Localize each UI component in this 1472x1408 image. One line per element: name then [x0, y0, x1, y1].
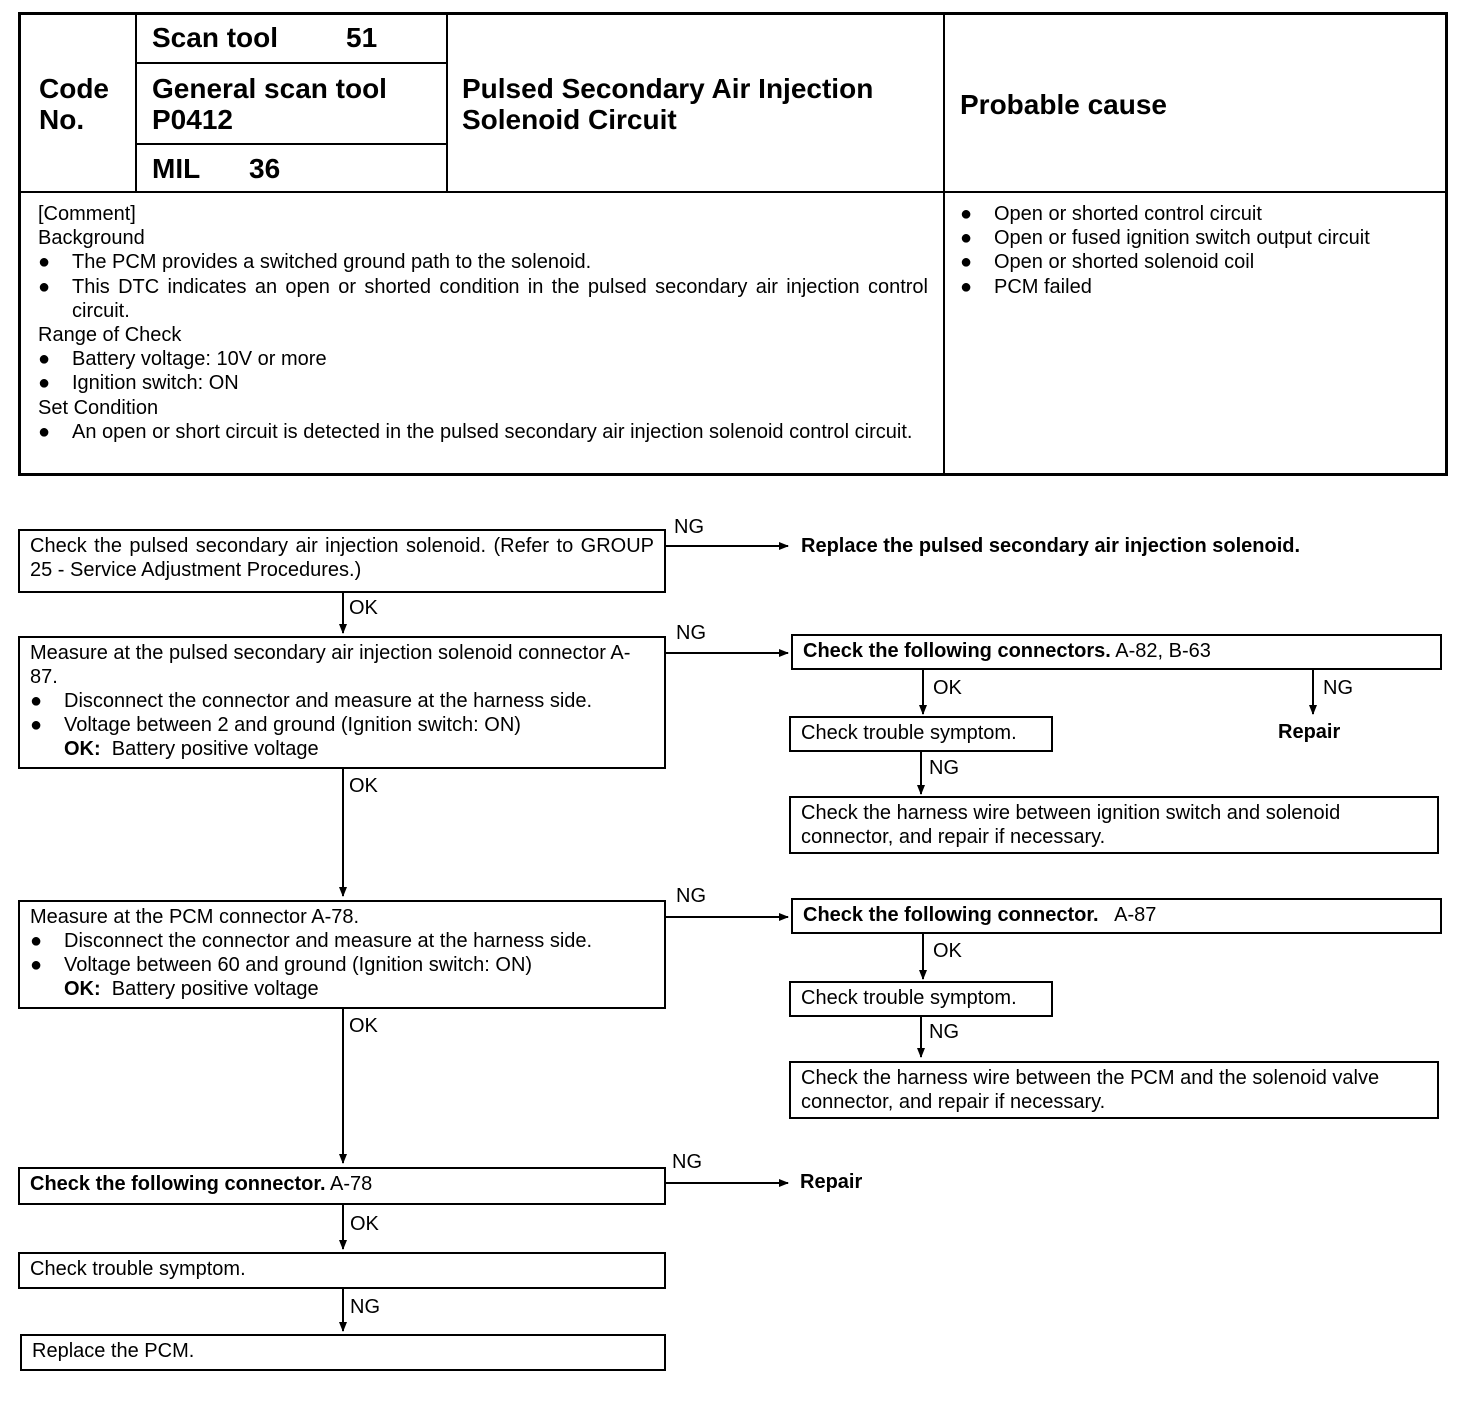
code-no-heading: Code No.	[39, 73, 109, 135]
step1-ng-result: Replace the pulsed secondary air injection solenoid.	[801, 535, 1301, 557]
step3-ng-label: NG	[676, 885, 706, 907]
branch1-symptom-ng-label: NG	[929, 757, 959, 779]
step2-box	[18, 636, 666, 769]
probable-cause-item: ● Open or fused ignition switch output circuit	[960, 227, 1370, 250]
set-heading: Set Condition	[38, 396, 159, 419]
mil-label: MIL	[152, 153, 201, 184]
step6-box: Replace the PCM.	[20, 1334, 666, 1371]
step4-ng-label: NG	[672, 1151, 702, 1173]
range-item: ● Battery voltage: 10V or more	[38, 348, 327, 371]
probable-cause-heading: Probable cause	[960, 89, 1167, 120]
branch1-ok-label: OK	[933, 677, 962, 699]
branch2-harness-box	[789, 1061, 1439, 1119]
step5-ng-label: NG	[350, 1296, 380, 1318]
background-heading: Background	[38, 227, 145, 250]
bullet-icon: ●	[38, 251, 51, 274]
dtc-title: Pulsed Secondary Air Injection Solenoid Circuit	[462, 73, 874, 135]
step1-box	[18, 529, 666, 593]
step4-box: Check the following connector. A-78	[18, 1167, 666, 1205]
bullet-icon: ●	[38, 275, 51, 298]
step4-ng-result: Repair	[800, 1171, 863, 1193]
background-item: ● The PCM provides a switched ground path to the solenoid.	[38, 251, 592, 274]
step3-box	[18, 900, 666, 1009]
probable-cause-item: ● Open or shorted solenoid coil	[960, 251, 1255, 274]
step3-ok-criteria: OK: Battery positive voltage	[64, 978, 319, 1000]
set-item: ● An open or short circuit is detected in the pulsed secondary air injection solenoid control circuit.	[38, 420, 913, 443]
step5-box: Check trouble symptom.	[18, 1252, 666, 1289]
branch1-symptom-box: Check trouble symptom.	[789, 716, 1053, 752]
step2-item: ● Disconnect the connector and measure at the harness side.	[30, 690, 593, 712]
step1-text: Check the pulsed secondary air injection solenoid. (Refer to GROUP 25 - Service Adjustment Procedures.)	[30, 535, 654, 581]
bullet-icon: ●	[38, 372, 51, 395]
bullet-icon: ●	[960, 275, 973, 298]
range-heading: Range of Check	[38, 324, 182, 347]
branch2-ok-label: OK	[933, 940, 962, 962]
range-item: ● Ignition switch: ON	[38, 372, 239, 395]
step1-ng-label: NG	[674, 516, 704, 538]
step2-ok-criteria: OK: Battery positive voltage	[64, 738, 319, 760]
branch2-symptom-ng-label: NG	[929, 1021, 959, 1043]
bullet-icon: ●	[960, 251, 973, 274]
branch1-ng-label: NG	[1323, 677, 1353, 699]
step2-item: ● Voltage between 2 and ground (Ignition switch: ON)	[30, 714, 521, 736]
step3-line1: Measure at the PCM connector A-78.	[30, 906, 360, 928]
probable-cause-item: ● Open or shorted control circuit	[960, 203, 1262, 225]
step3-item: ● Voltage between 60 and ground (Ignition switch: ON)	[30, 954, 533, 976]
bullet-icon: ●	[30, 954, 43, 976]
branch2-check-box: Check the following connector. A-87	[791, 898, 1442, 934]
step3-ok-label: OK	[349, 1015, 378, 1037]
bullet-icon: ●	[38, 420, 51, 443]
probable-cause-item: ● PCM failed	[960, 275, 1092, 298]
bullet-icon: ●	[30, 714, 43, 736]
general-scan-tool-label: General scan tool	[152, 73, 387, 104]
mil-value: 36	[249, 153, 281, 184]
step4-ok-label: OK	[350, 1213, 379, 1235]
bullet-icon: ●	[30, 690, 43, 712]
bullet-icon: ●	[960, 203, 973, 225]
step3-item: ● Disconnect the connector and measure at the harness side.	[30, 930, 593, 952]
step2-line1: Measure at the pulsed secondary air injection solenoid connector A-87.	[30, 642, 631, 688]
bullet-icon: ●	[960, 227, 973, 250]
background-item: ● This DTC indicates an open or shorted condition in the pulsed secondary air injection control circuit.	[38, 275, 928, 322]
branch2-symptom-box: Check trouble symptom.	[789, 981, 1053, 1017]
branch1-harness-text: Check the harness wire between ignition switch and solenoid connector, and repair if necessary.	[801, 802, 1341, 848]
comment-label: [Comment]	[38, 203, 136, 225]
branch1-check-box: Check the following connectors. A-82, B-63	[791, 634, 1442, 670]
general-scan-tool-value: P0412	[152, 104, 233, 135]
step1-ok-label: OK	[349, 597, 378, 619]
branch1-harness-box	[789, 796, 1439, 854]
branch1-repair: Repair	[1278, 721, 1341, 743]
bullet-icon: ●	[38, 348, 51, 371]
step2-ng-label: NG	[676, 622, 706, 644]
bullet-icon: ●	[30, 930, 43, 952]
step2-ok-label: OK	[349, 775, 378, 797]
scan-tool-value: 51	[346, 22, 378, 53]
branch2-harness-text: Check the harness wire between the PCM and the solenoid valve connector, and repair if necessary.	[801, 1067, 1380, 1113]
scan-tool-label: Scan tool	[152, 22, 279, 53]
